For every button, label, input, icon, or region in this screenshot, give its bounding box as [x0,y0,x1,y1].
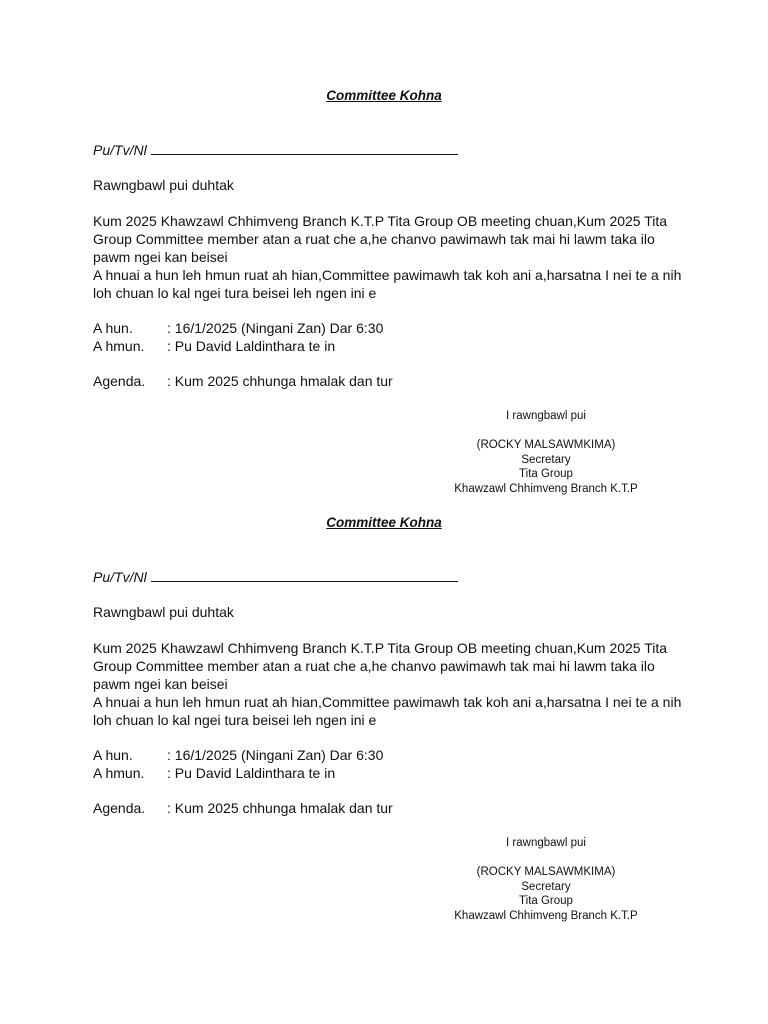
signatory-branch: Khawzawl Chhimveng Branch K.T.P [454,483,638,496]
greeting: Rawngbawl pui duhtak [93,177,234,193]
meeting-place-label: A hmun. [93,765,145,781]
notice-copy-2 [0,427,768,923]
notice-title: Committee Kohna [326,88,442,103]
body-paragraph-1: Kum 2025 Khawzawl Chhimveng Branch K.T.P Tita Group OB meeting chuan,Kum 2025 Tita Group Committee member atan a ruat che a,he chanvo pawimawh tak mai hi lawm taka ilo pawm ngei kan beisei [93,213,668,265]
meeting-agenda-label: Agenda. [93,373,146,389]
meeting-agenda-value: : Kum 2025 chhunga hmalak dan tur [167,373,393,389]
signatory-role: Secretary [521,453,571,466]
body-paragraph-2: A hnuai a hun leh hmun ruat ah hian,Committee pawimawh tak koh ani a,harsatna I nei te a nih loh chuan lo kal ngei tura beisei leh ngen ini e [93,694,682,728]
body-text [93,212,683,302]
addressee-prefix: Pu/Tv/Nl [93,569,147,585]
meeting-time-value: : 16/1/2025 (Ningani Zan) Dar 6:30 [167,320,384,336]
meeting-time-label: A hun. [93,320,133,336]
meeting-agenda-label: Agenda. [93,800,146,816]
meeting-place [93,337,335,355]
signatory-group: Tita Group [519,895,573,908]
body-text [93,639,683,729]
signatory-role: Secretary [521,880,571,893]
addressee-blank [151,568,458,582]
meeting-place-value: : Pu David Laldinthara te in [167,765,336,781]
meeting-agenda [93,372,393,390]
meeting-agenda-value: : Kum 2025 chhunga hmalak dan tur [167,800,393,816]
signatory-group: Tita Group [519,468,573,481]
meeting-place [93,764,335,782]
addressee-blank [151,141,458,155]
addressee-line [93,141,458,158]
meeting-time [93,746,383,764]
notice-title: Committee Kohna [326,515,442,530]
meeting-time-value: : 16/1/2025 (Ningani Zan) Dar 6:30 [167,747,384,763]
signatory-name: (ROCKY MALSAWMKIMA) [476,865,616,878]
meeting-place-value: : Pu David Laldinthara te in [167,338,336,354]
addressee-line [93,568,458,585]
signatory-branch: Khawzawl Chhimveng Branch K.T.P [454,910,638,923]
body-paragraph-2: A hnuai a hun leh hmun ruat ah hian,Committee pawimawh tak koh ani a,harsatna I nei te a nih loh chuan lo kal ngei tura beisei leh ngen ini e [93,267,682,301]
notice-copy-1 [0,0,768,496]
greeting: Rawngbawl pui duhtak [93,604,234,620]
body-paragraph-1: Kum 2025 Khawzawl Chhimveng Branch K.T.P Tita Group OB meeting chuan,Kum 2025 Tita Group Committee member atan a ruat che a,he chanvo pawimawh tak mai hi lawm taka ilo pawm ngei kan beisei [93,640,668,692]
meeting-agenda [93,799,393,817]
addressee-prefix: Pu/Tv/Nl [93,142,147,158]
closing-text: I rawngbawl pui [506,837,586,849]
signature-block [432,836,660,924]
closing-text: I rawngbawl pui [506,410,586,422]
meeting-time-label: A hun. [93,747,133,763]
meeting-place-label: A hmun. [93,338,145,354]
meeting-time [93,319,383,337]
signatory-name: (ROCKY MALSAWMKIMA) [476,438,616,451]
